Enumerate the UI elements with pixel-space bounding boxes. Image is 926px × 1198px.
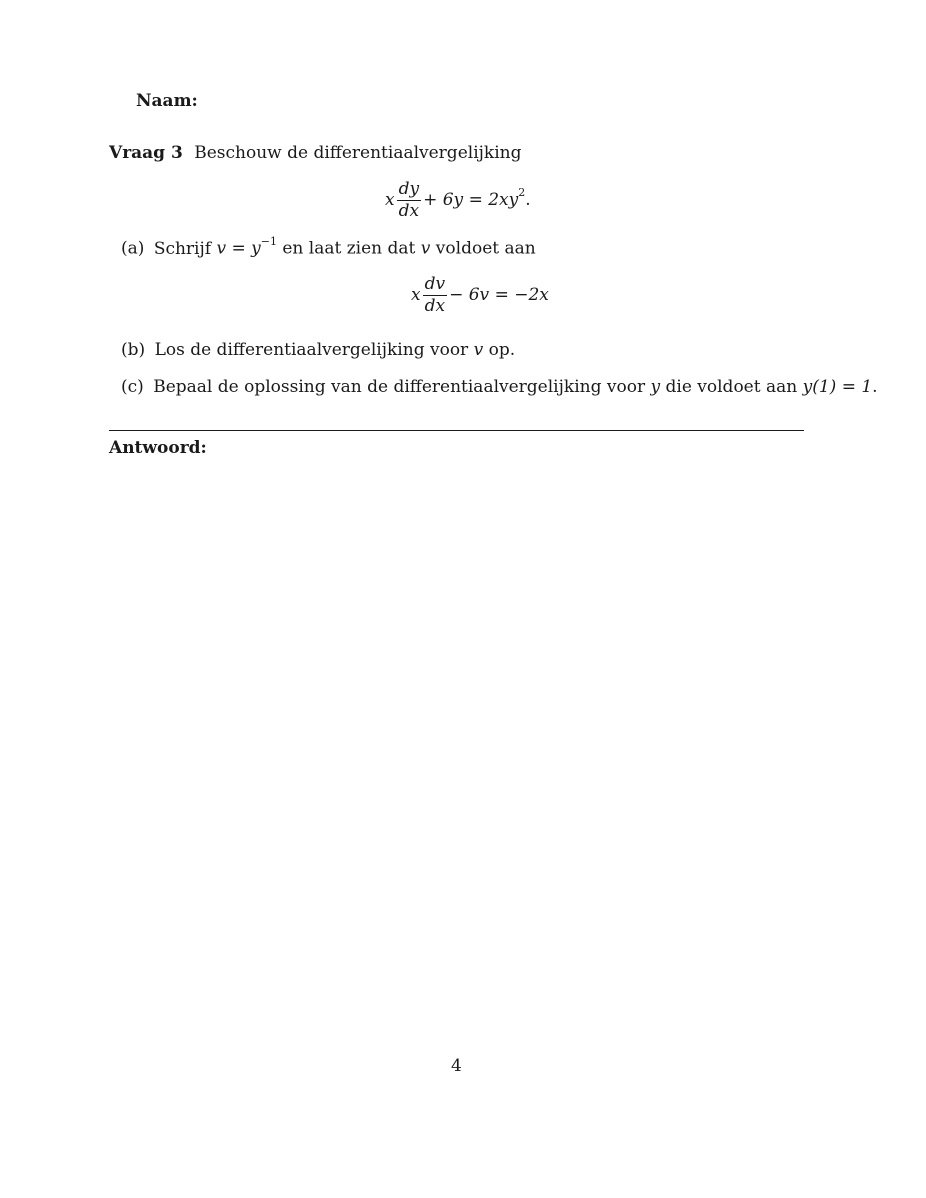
part-a-text-3: voldoet aan [435, 238, 536, 259]
part-c-math-2: y(1) = 1 [802, 377, 873, 397]
question-intro: Beschouw de differentiaalvergelijking [194, 143, 522, 163]
question-label: Vraag 3 [109, 143, 183, 163]
main-eq-end: . [525, 190, 531, 210]
part-c-text-2: die voldoet aan [665, 377, 798, 397]
part-a-text-2: en laat zien dat [282, 238, 416, 259]
main-eq-prefix: x [385, 190, 395, 210]
part-c [121, 377, 878, 397]
part-b-text-1: Los de differentiaalvergelijking voor [154, 340, 469, 360]
eq-a-fraction [423, 274, 448, 317]
part-b [121, 340, 515, 360]
answer-divider [109, 430, 804, 431]
part-a [121, 237, 536, 259]
eq-a-denominator: dx [424, 296, 446, 316]
part-c-marker: (c) [121, 377, 144, 397]
part-c-text-1: Bepaal de oplossing van de differentiaalvergelijking voor [153, 377, 646, 397]
main-eq-rest: + 6y = 2xy [423, 190, 519, 210]
part-a-math-2: v [420, 238, 431, 259]
page-number: 4 [451, 1056, 462, 1076]
eq-a-numerator: dv [424, 274, 446, 294]
part-a-text-1: Schrijf [153, 238, 212, 259]
part-a-marker: (a) [121, 238, 145, 259]
main-eq-denominator: dx [398, 201, 420, 221]
part-b-text-2: op. [488, 340, 516, 360]
part-c-text-3: . [872, 377, 878, 397]
part-a-math-1: v = y [216, 238, 261, 259]
eq-a-rest: − 6v = −2x [449, 285, 549, 305]
main-eq-fraction [397, 179, 422, 222]
part-a-math-1-exp: −1 [260, 235, 277, 248]
main-equation [385, 179, 531, 222]
part-b-math-1: v [473, 340, 484, 360]
part-b-marker: (b) [121, 340, 146, 360]
main-eq-numerator: dy [398, 179, 420, 199]
equation-a [411, 274, 549, 317]
main-eq-exponent: 2 [518, 186, 526, 200]
answer-label: Antwoord: [109, 438, 207, 458]
eq-a-prefix: x [411, 285, 421, 305]
name-label: Naam: [136, 91, 198, 111]
question-heading [109, 143, 521, 163]
part-c-math-1: y [650, 377, 661, 397]
